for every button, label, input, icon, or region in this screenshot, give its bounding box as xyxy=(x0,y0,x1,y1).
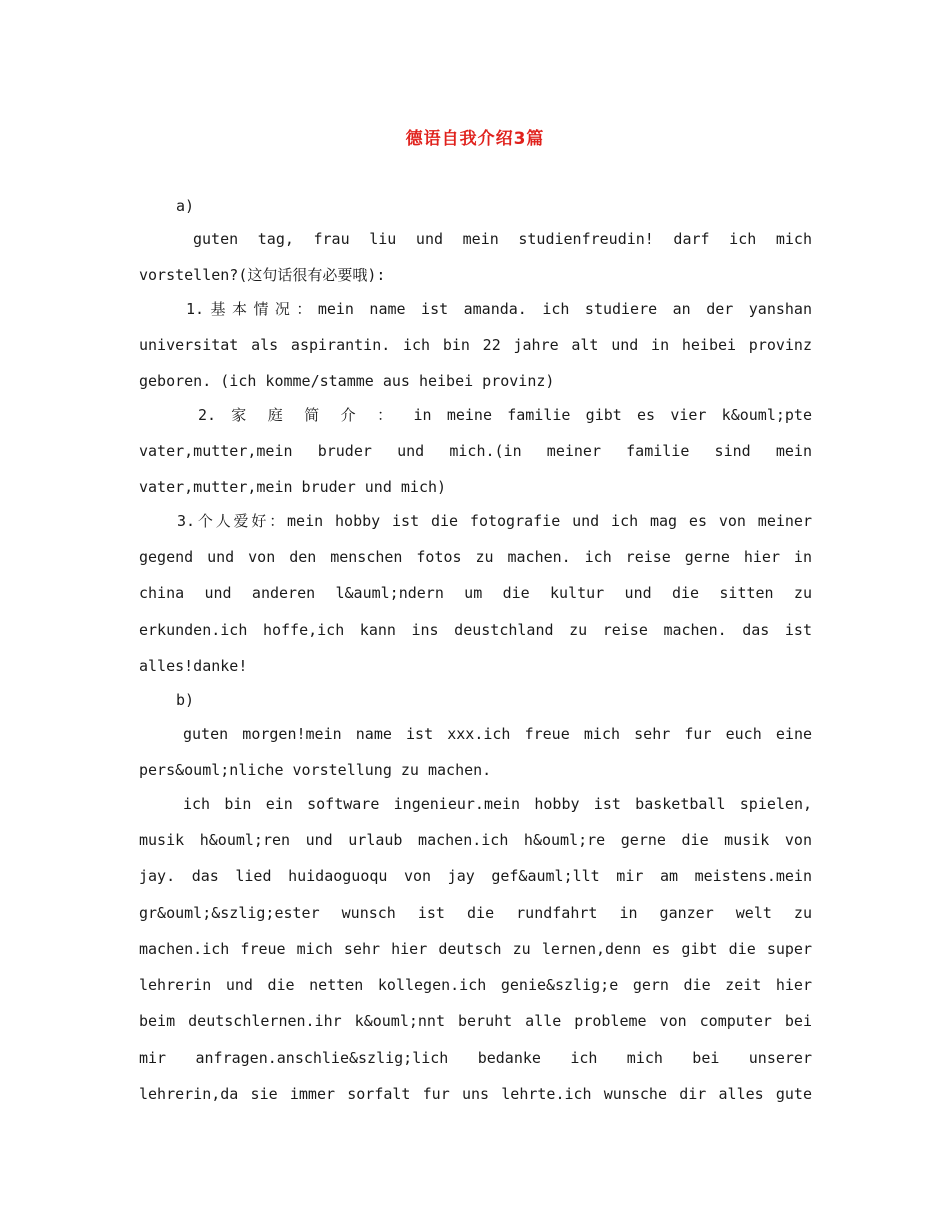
text-line: machen.ich freue mich sehr hier deutsch zu lernen,denn es gibt die super xyxy=(139,940,812,958)
section-label-b: b) xyxy=(176,691,195,709)
text-line: alles!danke! xyxy=(139,657,248,675)
text-line: musik h&ouml;ren und urlaub machen.ich h&ouml;re gerne die musik von xyxy=(139,831,812,849)
text-line: 1.基本情况：mein name ist amanda. ich studiere an der yanshan xyxy=(186,300,812,318)
text-line: beim deutschlernen.ihr k&ouml;nnt beruht alle probleme von computer bei xyxy=(139,1012,812,1030)
text-line: mir anfragen.anschlie&szlig;lich bedanke ich mich bei unserer xyxy=(139,1049,812,1067)
text-line: 3.个人爱好：mein hobby ist die fotografie und ich mag es von meiner xyxy=(177,512,812,530)
text-line: gegend und von den menschen fotos zu machen. ich reise gerne hier in xyxy=(139,548,812,566)
text-line: vater,mutter,mein bruder und mich.(in meiner familie sind mein xyxy=(139,442,812,460)
text-line: lehrerin,da sie immer sorfalt fur uns lehrte.ich wunsche dir alles gute xyxy=(139,1085,812,1103)
text-line: erkunden.ich hoffe,ich kann ins deustchland zu reise machen. das ist xyxy=(139,621,812,639)
text-line: jay. das lied huidaoguoqu von jay gef&auml;llt mir am meistens.mein xyxy=(139,867,812,885)
text-line: vater,mutter,mein bruder und mich) xyxy=(139,478,447,496)
text-line: geboren. (ich komme/stamme aus heibei provinz) xyxy=(139,372,555,390)
document-title: 德语自我介绍3篇 xyxy=(405,129,545,149)
text-line: guten tag, frau liu und mein studienfreudin! darf ich mich xyxy=(193,230,812,248)
text-line: pers&ouml;nliche vorstellung zu machen. xyxy=(139,761,492,779)
text-line: ich bin ein software ingenieur.mein hobby ist basketball spielen, xyxy=(183,795,812,813)
text-line: universitat als aspirantin. ich bin 22 jahre alt und in heibei provinz xyxy=(139,336,812,354)
text-line: 2. 家 庭 简 介 ： in meine familie gibt es vier k&ouml;pte xyxy=(198,406,812,424)
text-line: china und anderen l&auml;ndern um die kultur und die sitten zu xyxy=(139,584,812,602)
text-line: vorstellen?(这句话很有必要哦): xyxy=(139,266,386,284)
text-line: gr&ouml;&szlig;ester wunsch ist die rundfahrt in ganzer welt zu xyxy=(139,904,812,922)
text-line: guten morgen!mein name ist xxx.ich freue mich sehr fur euch eine xyxy=(183,725,812,743)
section-label-a: a) xyxy=(176,197,195,215)
text-line: lehrerin und die netten kollegen.ich genie&szlig;e gern die zeit hier xyxy=(139,976,812,994)
